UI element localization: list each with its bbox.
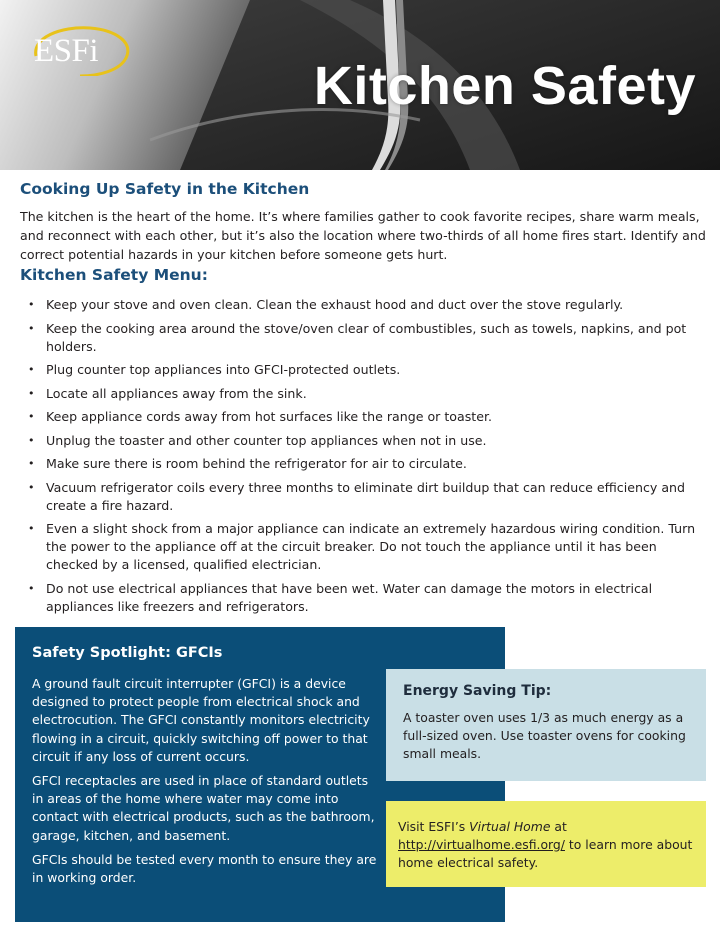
virtual-home-link[interactable]: http://virtualhome.esfi.org/ — [398, 837, 565, 852]
virtual-home-name: Virtual Home — [469, 819, 551, 834]
safety-menu-list — [28, 296, 698, 621]
list-item: • Keep the cooking area around the stove/oven clear of combustibles, such as towels, napkins, and pot holders. — [28, 320, 698, 356]
esfi-logo: ESFi — [34, 33, 99, 69]
header-banner — [0, 0, 720, 170]
spotlight-paragraph: GFCIs should be tested every month to ensure they are in working order. — [32, 851, 377, 886]
spotlight-paragraph: GFCI receptacles are used in place of standard outlets in areas of the home where water may come into contact with electrical products, such as the bathroom, garage, kitchen, and basement. — [32, 773, 375, 843]
virtual-home-text — [398, 818, 698, 872]
list-item: • Locate all appliances away from the sink. — [28, 385, 698, 403]
energy-saving-tip-box — [386, 669, 706, 781]
page-title: Kitchen Safety — [313, 56, 696, 116]
list-item: • Keep your stove and oven clean. Clean the exhaust hood and duct over the stove regularly. — [28, 296, 698, 314]
energy-tip-body: A toaster oven uses 1/3 as much energy as a full-sized oven. Use toaster ovens for cooking small meals. — [403, 710, 686, 761]
list-item: • Plug counter top appliances into GFCI-protected outlets. — [28, 361, 698, 379]
visit-suffix: to learn more about home electrical safety. — [398, 837, 693, 870]
visit-middle: at — [550, 819, 567, 834]
spotlight-paragraph: A ground fault circuit interrupter (GFCI) is a device designed to protect people from electrical shock and electrocution. The GFCI constantly monitors electricity flowing in a circuit, quickly switching off power to that circuit if any loss of current occurs. — [32, 676, 370, 764]
intro-heading: Cooking Up Safety in the Kitchen — [20, 180, 310, 198]
spotlight-body — [32, 675, 382, 893]
menu-heading: Kitchen Safety Menu: — [20, 266, 208, 284]
list-item: • Do not use electrical appliances that have been wet. Water can damage the motors in electrical appliances like freezers and refrigerators. — [28, 580, 698, 616]
virtual-home-box — [386, 801, 706, 887]
list-item: • Make sure there is room behind the refrigerator for air to circulate. — [28, 455, 698, 473]
list-item: • Unplug the toaster and other counter top appliances when not in use. — [28, 432, 698, 450]
list-item: • Vacuum refrigerator coils every three months to eliminate dirt buildup that can reduce efficiency and create a fire hazard. — [28, 479, 698, 515]
list-item: • Keep appliance cords away from hot surfaces like the range or toaster. — [28, 408, 698, 426]
list-item: • Even a slight shock from a major appliance can indicate an extremely hazardous wiring condition. Turn the power to the appliance off at the circuit breaker. Do not touch the appliance until it has been checked by a licensed, qualified electrician. — [28, 520, 698, 574]
energy-tip-heading: Energy Saving Tip: — [403, 683, 552, 699]
visit-prefix: Visit ESFI’s — [398, 819, 470, 834]
spotlight-heading: Safety Spotlight: GFCIs — [32, 645, 223, 661]
intro-paragraph: The kitchen is the heart of the home. It’s where families gather to cook favorite recipes, share warm meals, and reconnect with each other, but it’s also the location where two-thirds of all home fires start. Identify and correct potential hazards in your kitchen before someone gets hurt. — [20, 209, 706, 262]
